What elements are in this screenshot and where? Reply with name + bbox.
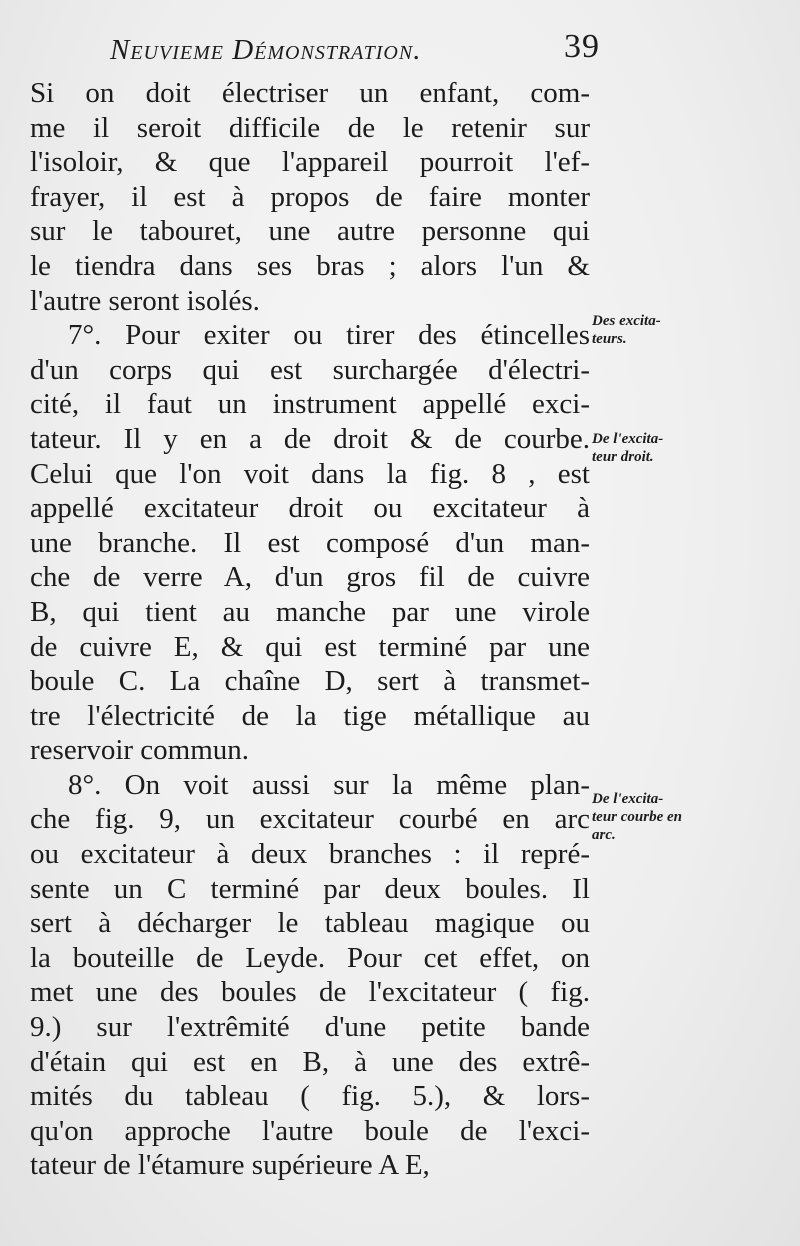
text-line: sert à décharger le tableau magique ou (30, 907, 590, 940)
text-line: le tiendra dans ses bras ; alors l'un & (30, 249, 590, 282)
margin-note-line: De l'excita- (592, 431, 664, 447)
text-line: 8°. On voit aussi sur la même plan- (68, 768, 590, 801)
margin-note-excitateur-droit (592, 430, 663, 466)
margin-note-excitateurs (592, 312, 661, 348)
text-line: reservoir commun. (30, 734, 250, 767)
margin-note-line: Des excita- (592, 313, 661, 329)
text-line: boule C. La chaîne D, sert à transmet- (30, 665, 590, 698)
text-line: la bouteille de Leyde. Pour cet effet, on (30, 941, 590, 974)
text-line: appellé excitateur droit ou excitateur à (30, 492, 590, 525)
text-line: tateur de l'étamure supérieure A E, (30, 1149, 430, 1182)
text-line: frayer, il est à propos de faire monter (30, 180, 590, 213)
text-line: sur le tabouret, une autre personne qui (30, 215, 590, 248)
header-title: Neuvieme Démonstration. (110, 34, 422, 66)
margin-note-line: arc. (592, 827, 616, 843)
text-line: me il seroit difficile de le retenir sur (30, 111, 590, 144)
text-line: met une des boules de l'excitateur ( fig. (30, 976, 590, 1009)
margin-note-line: teur courbe en (592, 809, 682, 825)
text-line: Si on doit électriser un enfant, com- (30, 77, 590, 109)
text-line: tre l'électricité de la tige métallique au (30, 699, 590, 732)
text-line: d'un corps qui est surchargée d'électri- (30, 353, 590, 386)
text-line: une branche. Il est composé d'un man- (30, 526, 590, 559)
text-line: tateur. Il y en a de droit & de courbe. (30, 422, 590, 455)
text-line: che de verre A, d'un gros fil de cuivre (30, 561, 590, 594)
text-line: l'autre seront isolés. (30, 284, 260, 317)
text-line: cité, il faut un instrument appellé exci- (30, 388, 590, 421)
text-line: l'isoloir, & que l'appareil pourroit l'ef- (30, 146, 590, 179)
text-line: d'étain qui est en B, à une des extrê- (30, 1045, 590, 1078)
text-line: B, qui tient au manche par une virole (30, 595, 590, 628)
margin-note-line: teur droit. (592, 449, 654, 465)
text-line: ou excitateur à deux branches : il repré- (30, 838, 590, 871)
text-line: de cuivre E, & qui est terminé par une (30, 630, 590, 663)
margin-note-excitateur-courbe (592, 790, 682, 844)
text-line: mités du tableau ( fig. 5.), & lors- (30, 1080, 590, 1113)
margin-note-line: teurs. (592, 331, 627, 347)
text-line: qu'on approche l'autre boule de l'exci- (30, 1114, 590, 1147)
text-line: 9.) sur l'extrêmité d'une petite bande (30, 1011, 590, 1044)
body-text (30, 76, 590, 1183)
text-line: Celui que l'on voit dans la fig. 8 , est (30, 457, 590, 490)
text-line: che fig. 9, un excitateur courbé en arc (30, 803, 590, 836)
running-header (110, 26, 600, 74)
text-line: 7°. Pour exiter ou tirer des étincelles (68, 319, 590, 352)
margin-note-line: De l'excita- (592, 791, 664, 807)
text-line: sente un C terminé par deux boules. Il (30, 872, 590, 905)
page-number: 39 (564, 28, 600, 65)
